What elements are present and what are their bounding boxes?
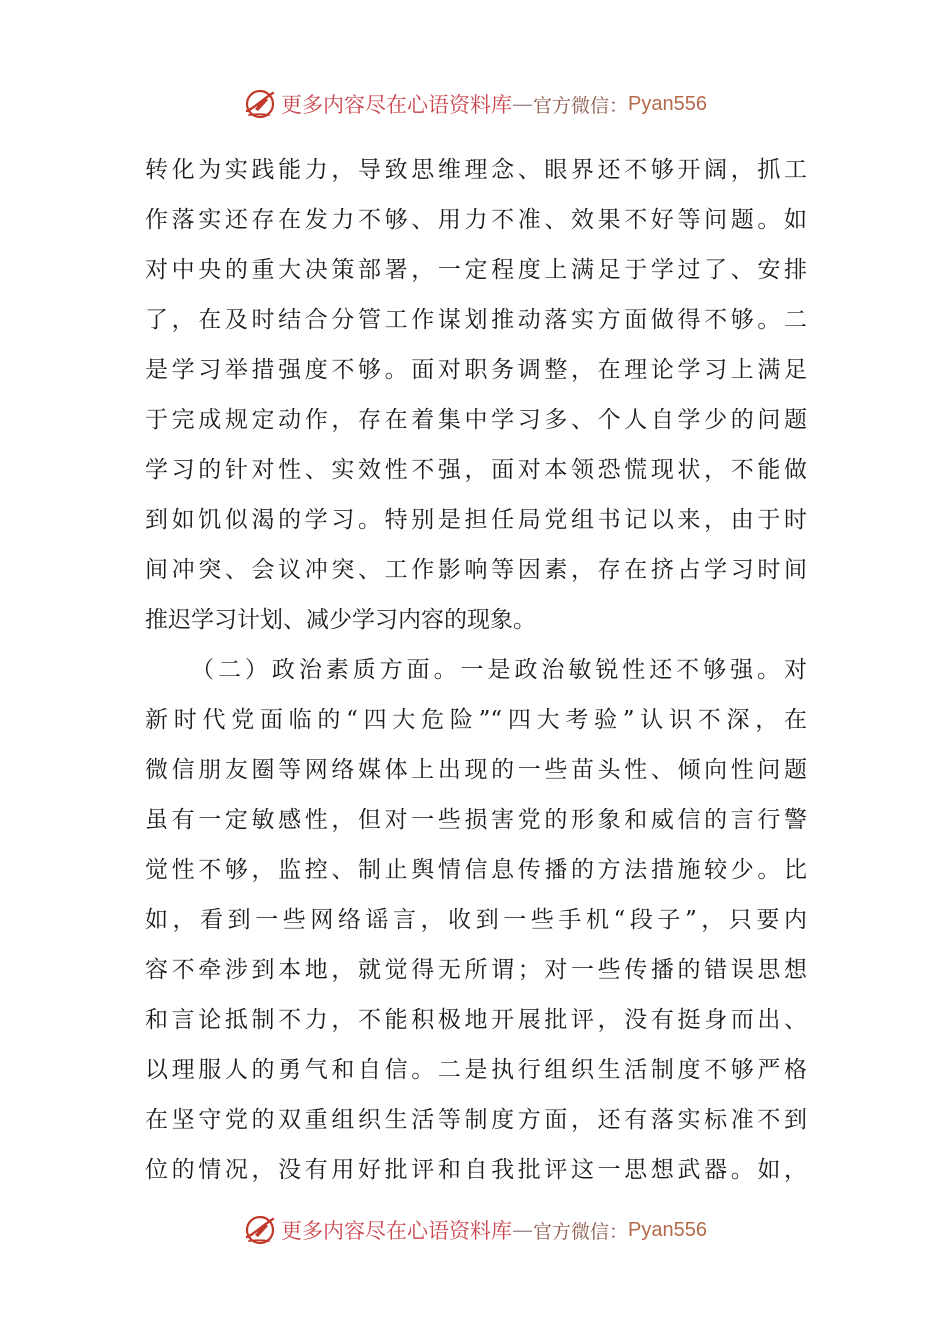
body-line: 以理服人的勇气和自信。二是执行组织生活制度不够严格 [145, 1057, 807, 1083]
body-line: 对中央的重大决策部署，一定程度上满足于学过了、安排 [145, 257, 807, 283]
header-wechat-id: Pyan556 [628, 92, 707, 115]
body-line: 到如饥似渴的学习。特别是担任局党组书记以来，由于时 [145, 507, 807, 533]
footer-dash: — [512, 1218, 533, 1242]
body-line: 学习的针对性、实效性不强，面对本领恐慌现状，不能做 [145, 457, 807, 483]
body-line: 间冲突、会议冲突、工作影响等因素，存在挤占学习时间 [145, 557, 807, 583]
body-line: 推迟学习计划、减少学习内容的现象。 [145, 607, 536, 633]
header-official-label: 官方微信： [533, 94, 629, 117]
body-line: 转化为实践能力，导致思维理念、眼界还不够开阔，抓工 [145, 157, 807, 183]
body-line: 和言论抵制不力，不能积极地开展批评，没有挺身而出、 [145, 1007, 807, 1033]
header-brand-text: 更多内容尽在心语资料库 [281, 93, 512, 117]
pen-nib-logo-icon [243, 87, 277, 121]
body-line: 是学习举措强度不够。面对职务调整，在理论学习上满足 [145, 357, 807, 383]
body-line: 了，在及时结合分管工作谋划推动落实方面做得不够。二 [145, 307, 807, 333]
footer-brand-text: 更多内容尽在心语资料库 [281, 1219, 512, 1243]
body-line: 虽有一定敏感性，但对一些损害党的形象和威信的言行警 [145, 807, 807, 833]
body-line: 容不牵涉到本地，就觉得无所谓；对一些传播的错误思想 [145, 957, 807, 983]
body-line: 位的情况，没有用好批评和自我批评这一思想武器。如， [145, 1157, 807, 1183]
body-line: 新时代党面临的“四大危险”“四大考验”认识不深，在 [145, 707, 807, 733]
body-line: 在坚守党的双重组织生活等制度方面，还有落实标准不到 [145, 1107, 807, 1133]
body-line: 作落实还存在发力不够、用力不准、效果不好等问题。如 [145, 207, 807, 233]
footer-wechat-id: Pyan556 [628, 1218, 707, 1241]
footer-banner [0, 1210, 950, 1250]
document-body [145, 145, 807, 1195]
footer-official-label: 官方微信： [533, 1220, 629, 1243]
body-line: 微信朋友圈等网络媒体上出现的一些苗头性、倾向性问题 [145, 757, 807, 783]
header-dash: — [512, 92, 533, 116]
header-banner [0, 84, 950, 124]
body-line: 觉性不够，监控、制止舆情信息传播的方法措施较少。比 [145, 857, 807, 883]
body-line: （二）政治素质方面。一是政治敏锐性还不够强。对 [191, 657, 807, 683]
body-line: 于完成规定动作，存在着集中学习多、个人自学少的问题 [145, 407, 807, 433]
pen-nib-logo-icon [243, 1213, 277, 1247]
body-line: 如，看到一些网络谣言，收到一些手机“段子”，只要内 [145, 907, 807, 933]
